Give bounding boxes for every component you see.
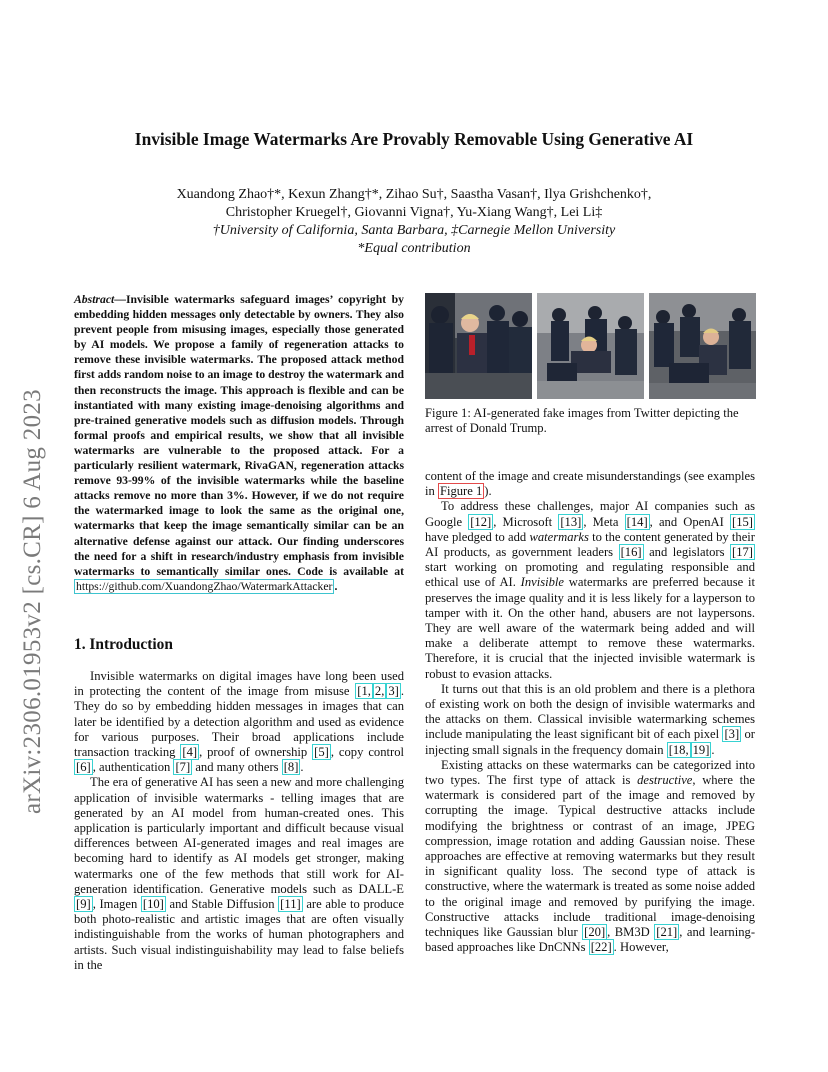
authors-line-1: Xuandong Zhao†*, Kexun Zhang†*, Zihao Su†, Saastha Vasan†, Ilya Grishchenko†,	[176, 187, 652, 202]
text: .	[300, 760, 304, 775]
abstract-end: .	[334, 579, 338, 593]
right-paragraph-0	[425, 469, 755, 499]
text: , and learning-based approaches like DnCNNs	[425, 925, 756, 955]
equal-contribution-note: *Equal contribution	[357, 241, 471, 256]
citation[interactable]: [4]	[182, 745, 198, 760]
text: or injecting small signals in the frequency domain	[425, 727, 755, 757]
text: start working on promoting and regulating responsible and ethical use of AI.	[425, 560, 755, 590]
citation[interactable]: [1,	[357, 684, 371, 699]
text: Existing attacks on these watermarks can be categorized into two types. The first type of attack is	[425, 757, 755, 788]
figure-reference[interactable]: Figure 1	[439, 484, 483, 499]
text: Invisible watermarks on digital images have long been used in protecting the content of the image from misuse	[74, 669, 404, 699]
citation[interactable]: 19]	[692, 742, 710, 757]
right-paragraph-2	[425, 682, 755, 758]
citation[interactable]: [10]	[142, 897, 164, 912]
authors-line-2: Christopher Kruegel†, Giovanni Vigna†, Yu-Xiang Wang†, Lei Li‡	[225, 205, 603, 220]
author-block	[40, 186, 788, 258]
emphasis: watermarks	[529, 529, 589, 544]
text: , copy control	[330, 745, 404, 760]
citation[interactable]: [9]	[76, 897, 91, 912]
citation[interactable]: [22]	[590, 940, 612, 955]
citation[interactable]: [20]	[584, 925, 606, 940]
text: . They do so by embedding hidden messages in images that can later be identified by a detection algorithm and used as evidence for various purposes. Their broad applications include transaction tracking	[74, 684, 404, 760]
text: , and OpenAI	[649, 514, 730, 529]
citation[interactable]: [8]	[283, 760, 299, 775]
abstract-text: —Invisible watermarks safeguard images’ copyright by embedding hidden messages only detectable by owners. They also prevent people from misusing images, especially those generated by AI models. We propose a family of regeneration attacks to remove these invisible watermarks. The proposed attack method first adds random noise to an image to destroy the watermark and then reconstructs the image. This approach is flexible and can be instantiated with many existing image-denoising algorithms and pre-trained generative models such as diffusion models. Through formal proofs and empirical results, we show that all invisible watermarks are vulnerable to the proposed attack. For a particularly resilient watermark, RivaGAN, regeneration attacks remove 93-99% of the invisible watermarks while the baseline attacks remove no more than 3%. However, if we do not require the watermarked image to look the same as the original one, watermarks that keep the image semantically similar can be an alternative defense against our attack. Our finding underscores the need for a shift in research/industry emphasis from invisible watermarks to semantically similar ones. Code is available at	[74, 293, 404, 578]
arxiv-identifier: arXiv:2306.01953v2 [cs.CR] 6 Aug 2023	[19, 389, 46, 814]
citation[interactable]: [15]	[732, 514, 753, 529]
citation[interactable]: [11]	[280, 897, 301, 912]
text: and many others	[192, 760, 282, 775]
text: , Meta	[583, 514, 625, 529]
citation[interactable]: [3]	[724, 727, 740, 742]
paper-title: Invisible Image Watermarks Are Provably Removable Using Generative AI	[134, 129, 694, 149]
text: .	[711, 742, 715, 757]
figure-1-caption: Figure 1: AI-generated fake images from Twitter depicting the arrest of Donald Trump.	[425, 406, 739, 436]
emphasis: destructive	[637, 773, 693, 788]
figure-1-images	[425, 293, 755, 399]
citation[interactable]: [21]	[656, 925, 678, 940]
right-paragraph-1	[425, 499, 755, 681]
text: are able to produce both photo-realistic and artistic images that are often visually indistinguishable from the works of human photographers and artists. Such visual indistinguishability may lead to false beliefs in the	[74, 897, 404, 972]
citation[interactable]: [18,	[668, 742, 689, 757]
citation[interactable]: [7]	[175, 760, 191, 775]
figure-image-3	[649, 293, 756, 399]
text: It turns out that this is an old problem and there is a plethora of existing work on both the design of invisible watermarks and the attacks on them. Classical invisible watermarking schemes include manipulating the least significant bit of each pixel	[425, 681, 755, 742]
text: to the content generated by their AI products, as government leaders	[425, 529, 755, 560]
text: , BM3D	[607, 925, 655, 940]
figure-image-1	[425, 293, 532, 399]
citation[interactable]: [17]	[732, 545, 753, 560]
text: ).	[484, 484, 492, 499]
text: To address these challenges, major AI companies such as Google	[425, 499, 755, 529]
text: , authentication	[92, 760, 174, 775]
introduction-body	[74, 669, 404, 973]
text: content of the image and create misunderstandings (see examples in	[425, 469, 755, 499]
affiliations: †University of California, Santa Barbara, ‡Carnegie Mellon University	[212, 223, 616, 238]
intro-paragraph-1	[74, 669, 404, 775]
emphasis: Invisible	[520, 575, 565, 590]
text: , Imagen	[92, 897, 141, 912]
text: and Stable Diffusion	[165, 897, 279, 912]
citation[interactable]: [5]	[314, 745, 329, 760]
text: , where the watermark is considered part of the image and removed by corrupting the image. Typical destructive attacks include modifying the brightness or contrast of an image, JPEG compression, image rotation and adding Gaussian noise. These approaches are effective at removing watermarks but they result in significant quality loss. The second type of attack is constructive, where the watermark is treated as some noise added to the original image and removed by purifying the image. Constructive attacks include traditional image-denoising techniques like Gaussian blur	[425, 773, 755, 940]
text: , Microsoft	[493, 514, 559, 529]
right-paragraph-3	[425, 758, 755, 956]
figure-image-2	[537, 293, 644, 399]
code-link[interactable]: https://github.com/XuandongZhao/WatermarkAttacker	[76, 579, 333, 593]
abstract	[74, 292, 404, 594]
arxiv-sidebar	[19, 389, 46, 814]
citation[interactable]: 3]	[388, 684, 399, 699]
text: , proof of ownership	[199, 745, 313, 760]
citation[interactable]: [6]	[76, 760, 91, 775]
text: and legislators	[643, 545, 731, 560]
citation[interactable]: 2,	[374, 684, 385, 699]
citation[interactable]: [14]	[626, 514, 648, 529]
text: have pledged to add	[425, 529, 530, 544]
citation[interactable]: [12]	[470, 514, 492, 529]
intro-paragraph-2	[74, 775, 404, 973]
citation[interactable]: [13]	[560, 514, 582, 529]
section-heading-introduction: 1. Introduction	[74, 636, 173, 653]
abstract-label: Abstract	[74, 293, 115, 306]
text: watermarks are preferred because it preserves the image quality and it is less likely for a layperson to tamper with it. On the other hand, abusers are not laypersons. They are well aware of the watermark being added and will make a deliberate attempt to remove these watermarks. Therefore, it is crucial that the injected invisible watermark is robust to evasion attacks.	[425, 575, 755, 681]
text: The era of generative AI has seen a new and more challenging application of invisible watermarks - telling images that are generated by an AI model from human-created ones. This application is particularly important and difficult because visual differences between AI-generated images and real images are becoming hard to identify as AI models get stronger, making watermarks one of the few methods that still work for AI-generation identification. Generative models such as DALL-E	[74, 775, 404, 896]
text: . However,	[613, 940, 669, 955]
right-column-body	[425, 469, 755, 956]
citation[interactable]: [16]	[620, 545, 642, 560]
